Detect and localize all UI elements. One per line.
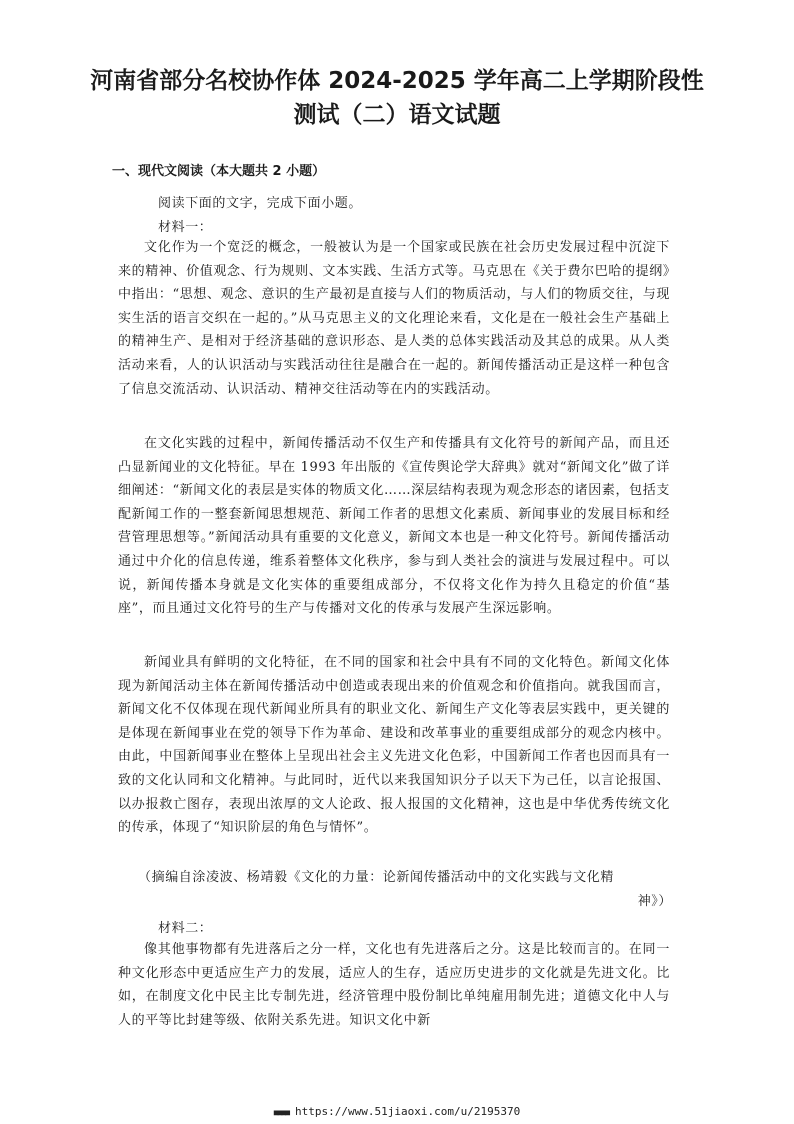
source-citation-end: 神》） xyxy=(637,894,672,909)
footer-logo-mark: ■■■■ xyxy=(273,1108,290,1117)
source-citation: （摘编自涂凌波、杨靖毅《文化的力量：论新闻传播活动中的文化实践与文化精 xyxy=(138,870,615,885)
document-title-line2: 测试（二）语文试题 xyxy=(293,102,501,128)
document-title-line1: 河南省部分名校协作体 2024-2025 学年高二上学期阶段性 xyxy=(90,68,704,94)
section-heading: 一、现代文阅读（本大题共 2 小题） xyxy=(112,164,326,179)
reading-instruction: 阅读下面的文字，完成下面小题。 xyxy=(158,196,363,211)
paragraph-3: 新闻业具有鲜明的文化特征，在不同的国家和社会中具有不同的文化特色。新闻文化体现为新闻活动主体在新闻传播活动中创造或表现出来的价值观念和价值指向。就我国而言，新闻文化不仅体现在现代新闻业所具有的职业文化、新闻生产文化等表层实践中，更关键的是体现在新闻事业在党的领导下作为革命、建设和改革事业的重要组成部分的观念内核中。由此，中国新闻事业在整体上呈现出社会主义先进文化色彩，中国新闻工作者也因而具有一致的文化认同和文化精神。与此同时，近代以来我国知识分子以天下为己任，以言论报国、以办报救亡图存，表现出浓厚的文人论政、报人报国的文化精神，这也是中华优秀传统文化的传承，体现了“知识阶层的角色与情怀”。 xyxy=(118,655,670,836)
paragraph-4: 像其他事物都有先进落后之分一样，文化也有先进落后之分。这是比较而言的。在同一种文化形态中更适应生产力的发展，适应人的生存，适应历史进步的文化就是先进文化。比如，在制度文化中民主比专制先进，经济管理中股份制比单纯雇用制先进；道德文化中人与人的平等比封建等级、依附关系先进。知识文化中新 xyxy=(118,942,670,1028)
paragraph-2: 在文化实践的过程中，新闻传播活动不仅生产和传播具有文化符号的新闻产品，而且还凸显新闻业的文化特征。早在 1993 年出版的《宣传舆论学大辞典》就对“新闻文化”做了详细阐述：“新闻文化的表层是实体的物质文化……深层结构表现为观念形态的诸因素，包括支配新闻工作的一整套新闻思想规范、新闻工作者的思想文化素质、新闻事业的发展目标和经营管理思想等。”新闻活动具有重要的文化意义，新闻文本也是一种文化符号。新闻传播活动通过中介化的信息传递，维系着整体文化秩序，参与到人类社会的演进与发展过程中。可以说，新闻传播本身就是文化实体的重要组成部分，不仅将文化作为持久且稳定的价值“基座”，而且通过文化符号的生产与传播对文化的传承与发展产生深远影响。 xyxy=(118,436,670,617)
material2-label: 材料二： xyxy=(158,921,213,936)
material1-label: 材料一： xyxy=(158,220,213,235)
footer-url-link[interactable]: https://www.51jiaoxi.com/u/2195370 xyxy=(295,1105,521,1118)
page-footer xyxy=(0,1105,794,1118)
paragraph-1: 文化作为一个宽泛的概念，一般被认为是一个国家或民族在社会历史发展过程中沉淀下来的精神、价值观念、行为规则、文本实践、生活方式等。马克思在《关于费尔巴哈的提纲》中指出：“思想、观念、意识的生产最初是直接与人们的物质活动，与人们的物质交往，与现实生活的语言交织在一起的。”从马克思主义的文化理论来看，文化是在一般社会生产基础上的精神生产、是相对于经济基础的意识形态、是人类的总体实践活动及其总的成果。从人类活动来看，人的认识活动与实践活动往往是融合在一起的。新闻传播活动正是这样一种包含了信息交流活动、认识活动、精神交往活动等在内的实践活动。 xyxy=(118,240,670,397)
